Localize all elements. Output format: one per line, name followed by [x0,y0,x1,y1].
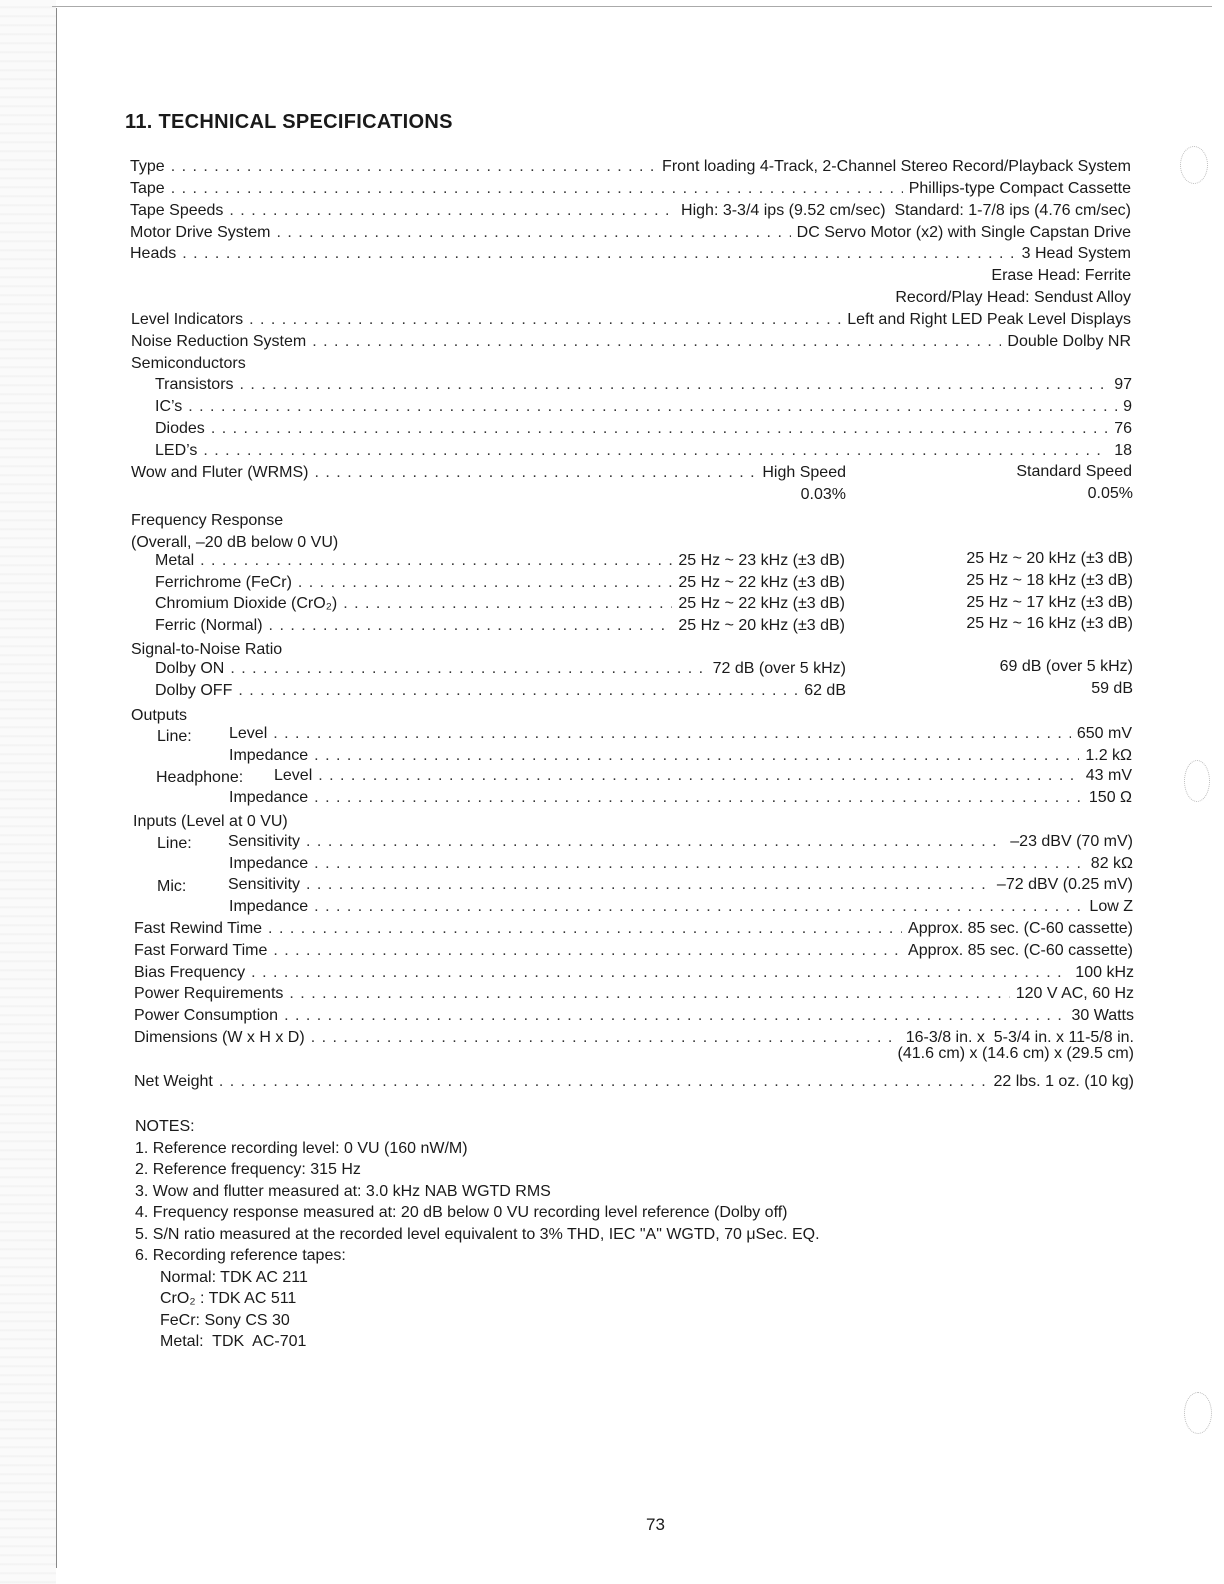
spec-value-standard: 25 Hz ~ 17 kHz (±3 dB) [966,594,1133,611]
spec-value: 100 kHz [1075,964,1134,981]
spec-label: Net Weight [134,1073,213,1090]
spec-label: Level Indicators [131,311,244,328]
spec-value: 1.2 kΩ [1085,747,1132,764]
spec-value-high: 72 dB (over 5 kHz) [712,660,846,677]
spec-label: Dolby ON [155,660,225,677]
spec-row-diodes [155,419,1132,439]
spec-label: Tape Speeds [130,202,224,219]
spec-row-line-impedance [229,746,1132,766]
spec-label: Ferrichrome (FeCr) [155,574,292,591]
spec-value-high: 25 Hz ~ 20 kHz (±3 dB) [678,617,845,634]
spec-value: 3 Head System [1021,245,1131,262]
spec-label: Level [229,725,268,742]
note-item: 6. Recording reference tapes: [135,1247,346,1264]
spec-row-type [130,157,1131,177]
spec-label: Motor Drive System [130,224,271,241]
spec-value: Approx. 85 sec. (C-60 cassette) [908,942,1133,959]
spec-row-line-level [229,724,1132,744]
wow-standard-value: 0.05% [1087,485,1133,502]
spec-value-standard: 69 dB (over 5 kHz) [999,658,1133,675]
note-item: 5. S/N ratio measured at the recorded level equivalent to 3% THD, IEC "A" WGTD, 70 μSec. EQ. [135,1225,820,1243]
spec-row-mic-impedance [229,897,1133,917]
outputs-headphone-label: Headphone: [156,769,244,786]
reference-tape: CrO₂ : TDK AC 511 [160,1290,297,1307]
notes-heading: NOTES: [135,1118,195,1135]
spec-value: 16-3/8 in. x 5-3/4 in. x 11-5/8 in. [905,1029,1134,1046]
spec-row-cro2 [155,594,845,614]
spec-value-standard: 25 Hz ~ 20 kHz (±3 dB) [966,550,1133,567]
spec-value: –72 dBV (0.25 mV) [996,876,1133,893]
spec-value-standard: 25 Hz ~ 18 kHz (±3 dB) [966,572,1133,589]
spec-value-high: 25 Hz ~ 22 kHz (±3 dB) [678,574,845,591]
spec-value-standard: 25 Hz ~ 16 kHz (±3 dB) [966,615,1133,632]
inputs-line-label: Line: [157,835,192,852]
high-speed-header: High Speed [762,464,846,481]
spec-value: 82 kΩ [1090,855,1133,872]
spec-label: Dolby OFF [155,682,233,699]
spec-row-heads [130,244,1131,264]
spec-label: Impedance [229,855,309,872]
wow-high-value: 0.03% [800,486,846,503]
heads-record-play: Record/Play Head: Sendust Alloy [895,289,1131,306]
spec-label: Fast Rewind Time [134,920,263,937]
spec-label: Sensitivity [228,876,301,893]
spec-value: Front loading 4-Track, 2-Channel Stereo Record/Playback System [662,158,1131,175]
spec-label: Bias Frequency [134,964,246,981]
spec-row-hp-level [274,766,1132,786]
spec-value-standard: 59 dB [1091,680,1133,697]
spec-row-line-in-impedance [229,854,1133,874]
spec-value: Left and Right LED Peak Level Displays [847,311,1131,328]
spec-label: Diodes [155,420,205,437]
spec-row-forward [134,941,1133,961]
note-item: 3. Wow and flutter measured at: 3.0 kHz NAB WGTD RMS [135,1182,551,1200]
spec-label: Ferric (Normal) [155,617,263,634]
page-title: 11. TECHNICAL SPECIFICATIONS [125,111,453,133]
spec-value: DC Servo Motor (x2) with Single Capstan Drive [796,224,1131,241]
notes-section [135,1116,820,1353]
spec-value: 18 [1114,442,1132,459]
spec-row-fecr [155,573,845,593]
spec-value: Approx. 85 sec. (C-60 cassette) [908,920,1133,937]
outputs-line-label: Line: [157,728,192,745]
reference-tape: FeCr: Sony CS 30 [160,1311,290,1329]
standard-speed-header: Standard Speed [1016,463,1132,480]
spec-label: Level [274,767,313,784]
spec-label: Metal [155,552,195,569]
spec-row-ics [155,397,1132,417]
spec-label: Power Requirements [134,985,284,1002]
spec-label: Heads [130,245,177,262]
semiconductors-heading: Semiconductors [131,355,246,372]
note-item: 1. Reference recording level: 0 VU (160 nW/M) [135,1139,468,1157]
spec-label: Wow and Fluter (WRMS) [131,464,309,481]
spec-label: Power Consumption [134,1007,279,1024]
inputs-heading: Inputs (Level at 0 VU) [133,813,288,830]
sn-heading: Signal-to-Noise Ratio [131,641,283,658]
spec-row-wow [131,463,846,483]
spec-row-noise-reduction [131,332,1131,352]
spec-row-dolby-on [155,659,846,679]
spec-label: Type [130,158,165,175]
outputs-heading: Outputs [131,707,188,724]
spec-value-high: 62 dB [804,682,846,699]
spec-row-ferric [155,616,845,636]
spec-value: 30 Watts [1071,1007,1134,1024]
spec-value: 120 V AC, 60 Hz [1015,985,1134,1002]
spec-label: Dimensions (W x H x D) [134,1029,305,1046]
spec-value: High: 3-3/4 ips (9.52 cm/sec) Standard: 1-7/8 ips (4.76 cm/sec) [681,202,1131,219]
spec-label: Chromium Dioxide (CrO₂) [155,595,338,612]
spec-row-power-cons [134,1006,1134,1026]
spec-value-high: 25 Hz ~ 23 kHz (±3 dB) [678,552,845,569]
spec-label: Impedance [229,747,309,764]
spec-row-hp-impedance [229,788,1132,808]
spec-value: 97 [1114,376,1132,393]
spec-value: 43 mV [1085,767,1132,784]
spec-value: 22 lbs. 1 oz. (10 kg) [993,1073,1134,1090]
spec-value: –23 dBV (70 mV) [1010,833,1133,850]
spec-row-metal [155,551,845,571]
spec-row-dolby-off [155,681,846,701]
spec-row-power-req [134,984,1134,1004]
spec-label: Tape [130,180,165,197]
spec-label: IC’s [155,398,183,415]
spec-row-tape-speeds [130,201,1131,221]
spec-row-bias [134,963,1134,983]
heads-erase: Erase Head: Ferrite [991,267,1131,284]
spec-value: 150 Ω [1088,789,1132,806]
spec-row-level-indicators [131,310,1131,330]
spec-row-line-sensitivity [228,832,1133,852]
spec-value: Double Dolby NR [1007,333,1131,350]
spec-row-weight [134,1072,1134,1092]
spec-value: 650 mV [1076,725,1132,742]
spec-row-motor [130,223,1131,243]
spec-row-mic-sensitivity [228,875,1133,895]
note-item: 2. Reference frequency: 315 Hz [135,1161,361,1178]
spec-value: Phillips-type Compact Cassette [908,180,1131,197]
spec-row-tape [130,179,1131,199]
spec-label: Impedance [229,898,309,915]
spec-row-rewind [134,919,1133,939]
freq-subheading: (Overall, –20 dB below 0 VU) [131,534,339,551]
spec-row-transistors [155,375,1132,395]
spec-value: Low Z [1089,898,1133,915]
reference-tape: Normal: TDK AC 211 [160,1268,308,1286]
dimensions-metric: (41.6 cm) x (14.6 cm) x (29.5 cm) [897,1045,1134,1062]
spec-label: Fast Forward Time [134,942,268,959]
reference-tape: Metal: TDK AC-701 [160,1333,307,1350]
spec-value: 76 [1114,420,1132,437]
spec-row-leds [155,441,1132,461]
spec-label: Noise Reduction System [131,333,307,350]
spec-label: Transistors [155,376,234,393]
spec-value: 9 [1123,398,1132,415]
spec-value-high: 25 Hz ~ 22 kHz (±3 dB) [678,595,845,612]
spec-label: LED’s [155,442,198,459]
spec-label: Sensitivity [228,833,301,850]
freq-heading: Frequency Response [131,512,284,529]
inputs-mic-label: Mic: [157,878,187,895]
note-item: 4. Frequency response measured at: 20 dB below 0 VU recording level reference (Dolby off) [135,1204,788,1221]
spec-label: Impedance [229,789,309,806]
page-number: 73 [646,1515,665,1534]
